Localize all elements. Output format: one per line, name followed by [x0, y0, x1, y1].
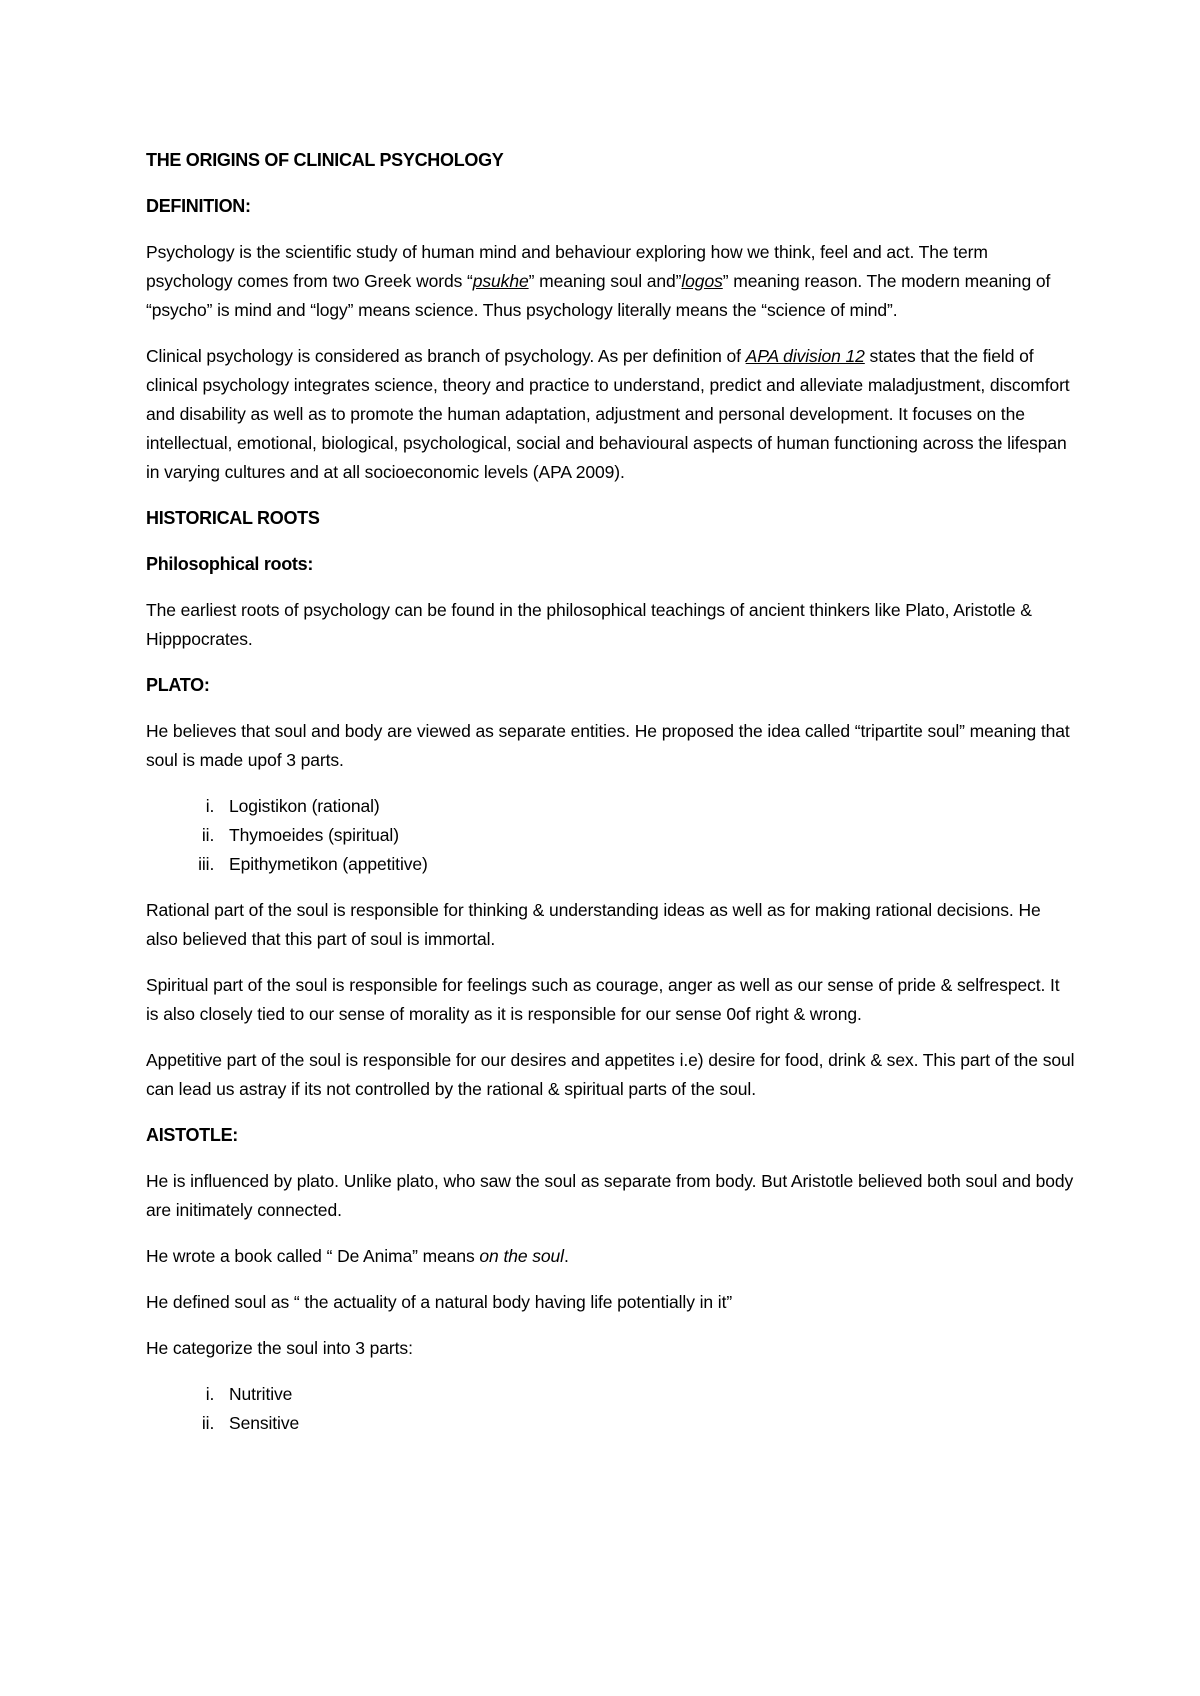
list-item: i. Logistikon (rational) [219, 792, 1076, 821]
philosophical-roots-subheading: Philosophical roots: [146, 554, 314, 574]
list-item: iii. Epithymetikon (appetitive) [219, 850, 1076, 879]
logos-term: logos [681, 271, 723, 291]
list-item: ii. Sensitive [219, 1409, 1076, 1438]
appetitive-part-paragraph: Appetitive part of the soul is responsible for our desires and appetites i.e) desire for food, drink & sex. This part of the soul can lead us astray if its not controlled by the rational & spiritual parts of the soul. [146, 1050, 1075, 1099]
text-span: ” meaning reason. The modern meaning of “psycho” is mind and “logy” means science. Thus psychology literally means the “science of mind”. [146, 271, 1051, 320]
definition-heading: DEFINITION: [146, 196, 251, 216]
text-span: Psychology is the scientific study of human mind and behaviour exploring how we think, feel and act. The term psychology comes from two Greek words “ [146, 242, 988, 291]
apa-division-12-link[interactable]: APA division 12 [745, 346, 865, 366]
plato-heading: PLATO: [146, 675, 210, 695]
document-title: THE ORIGINS OF CLINICAL PSYCHOLOGY [146, 150, 504, 170]
aristotle-intro-paragraph: He is influenced by plato. Unlike plato, who saw the soul as separate from body. But Aristotle believed both soul and body are initimately connected. [146, 1171, 1074, 1220]
aristotle-heading: AISTOTLE: [146, 1125, 238, 1145]
philosophical-roots-paragraph: The earliest roots of psychology can be found in the philosophical teachings of ancient thinkers like Plato, Aristotle & Hipppocrates. [146, 600, 1032, 649]
text-span: Clinical psychology is considered as branch of psychology. As per definition of [146, 346, 746, 366]
on-the-soul-text: on the soul [479, 1246, 564, 1266]
clinical-psychology-paragraph [146, 342, 1076, 487]
spiritual-part-paragraph: Spiritual part of the soul is responsible for feelings such as courage, anger as well as our sense of pride & selfrespect. It is also closely tied to our sense of morality as it is responsible for our sense 0of right & wrong. [146, 975, 1060, 1024]
tripartite-soul-list [146, 792, 1076, 879]
psukhe-term: psukhe [472, 271, 529, 291]
soul-definition-paragraph: He defined soul as “ the actuality of a natural body having life potentially in it” [146, 1292, 733, 1312]
text-span: states that the field of clinical psychology integrates science, theory and practice to understand, predict and alleviate maladjustment, discomfort and disability as well as to promote the human adaptation, adjustment and personal development. It focuses on the intellectual, emotional, biological, psychological, social and behavioural aspects of human functioning across the lifespan in varying cultures and at all socioeconomic levels (APA 2009). [146, 346, 1070, 482]
text-span: He wrote a book called “ De Anima” means [146, 1246, 480, 1266]
text-span: ” meaning soul and” [528, 271, 682, 291]
de-anima-paragraph [146, 1242, 1076, 1271]
aristotle-soul-list [146, 1380, 1076, 1438]
soul-categories-paragraph: He categorize the soul into 3 parts: [146, 1338, 413, 1358]
plato-intro-paragraph: He believes that soul and body are viewed as separate entities. He proposed the idea called “tripartite soul” meaning that soul is made upof 3 parts. [146, 721, 1070, 770]
historical-roots-heading: HISTORICAL ROOTS [146, 508, 320, 528]
list-item: i. Nutritive [219, 1380, 1076, 1409]
rational-part-paragraph: Rational part of the soul is responsible for thinking & understanding ideas as well as for making rational decisions. He also believed that this part of soul is immortal. [146, 900, 1041, 949]
definition-paragraph [146, 238, 1076, 325]
document-body [146, 146, 1076, 1455]
text-span: . [563, 1246, 569, 1266]
list-item: ii. Thymoeides (spiritual) [219, 821, 1076, 850]
